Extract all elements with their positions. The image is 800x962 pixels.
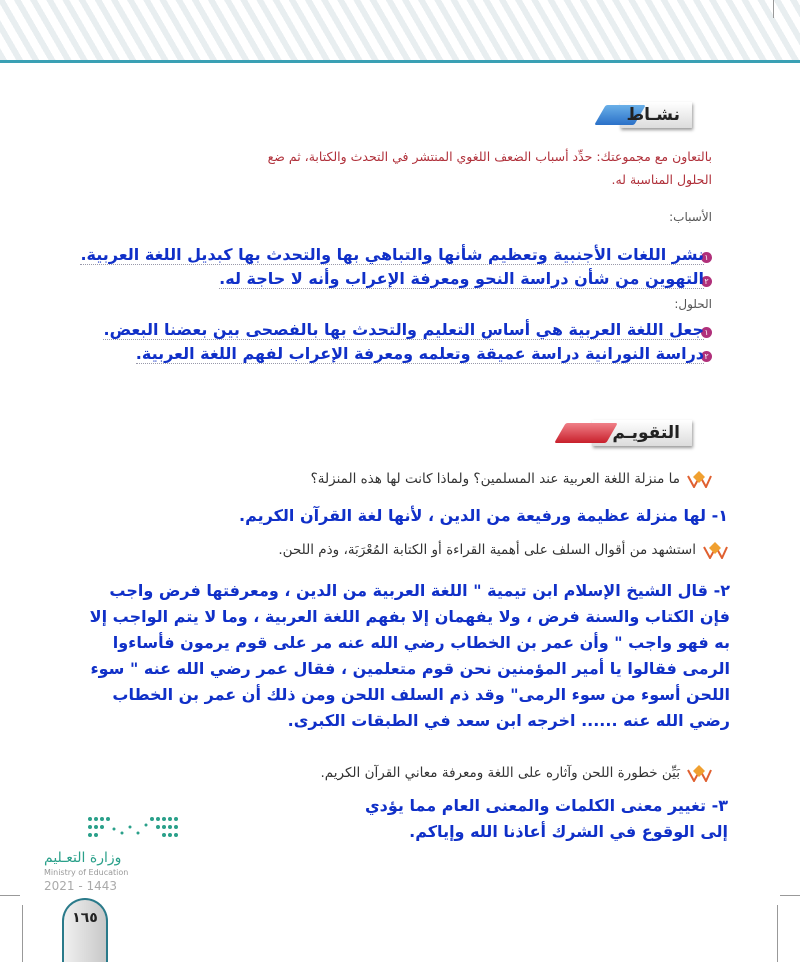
crop-mark xyxy=(22,905,23,962)
solution-1: جعل اللغة العربية هي أساس التعليم والتحدث بها بالفصحى بين بعضنا البعض. xyxy=(103,320,704,339)
bullet-2: ٢ xyxy=(701,276,712,287)
crop-mark xyxy=(773,0,774,18)
ministry-logo-icon xyxy=(86,815,180,841)
activity-tab: نشـاط xyxy=(620,102,692,128)
ministry-name-ar: وزارة التعـليم xyxy=(44,850,122,866)
answer-3: ٣- تغيير معنى الكلمات والمعنى العام مما يؤدي إلى الوقوع في الشرك أعاذنا الله وإياكم. xyxy=(365,796,728,841)
solution-2: دراسة النورانية دراسة عميقة وتعلمه ومعرفة الإعراب لفهم اللغة العربية. xyxy=(135,344,704,363)
crop-mark xyxy=(0,895,20,896)
page-number: ١٦٥ xyxy=(72,910,98,926)
activity-instruction: بالتعاون مع مجموعتك: حدِّد أسباب الضعف اللغوي المنتشر في التحدث والكتابة، ثم ضع الحلول المناسبة له. xyxy=(267,149,712,187)
question-2: استشهد من أقوال السلف على أهمية القراءة أو الكتابة المُعْرَبَة، وذم اللحن. xyxy=(278,541,728,559)
question-number-icon xyxy=(702,541,728,559)
header-pattern xyxy=(0,0,800,60)
crop-mark xyxy=(780,895,800,896)
bullet-1: ١ xyxy=(701,252,712,263)
edition-year: 2021 - 1443 xyxy=(44,879,118,893)
ministry-name-en: Ministry of Education xyxy=(44,868,129,877)
crop-mark xyxy=(777,905,778,962)
question-number-icon xyxy=(686,764,712,782)
header-divider xyxy=(0,60,800,63)
bullet-1: ١ xyxy=(701,327,712,338)
solutions-label: الحلول: xyxy=(674,297,712,311)
question-number-icon xyxy=(686,470,712,488)
cause-2: التهوين من شأن دراسة النحو ومعرفة الإعراب وأنه لا حاجة له. xyxy=(219,269,704,288)
answer-1: ١- لها منزلة عظيمة ورفيعة من الدين ، لأنها لغة القرآن الكريم. xyxy=(239,506,728,525)
answer-2: ٢- قال الشيخ الإسلام ابن تيمية " اللغة العربية من الدين ، ومعرفتها فرض واجب فإن الكتاب والسنة فرض ، ولا يفهمان إلا بفهم اللغة العربية ، وما لا يتم الواجب إلا به فهو واجب " وأن عمر بن الخطاب رضي الله عنه مر على قوم يرمون فأساءوا الرمى فقالوا يا أمير المؤمنين نحن قوم متعلمين ، فقال عمر رضي الله عنه " سوء اللحن أسوء من سوء الرمى" وقد ذم السلف اللحن ومن ذلك أن عمر بن الخطاب رضي الله عنه ...... اخرجه ابن سعد في الطبقات الكبرى. xyxy=(89,581,730,730)
bullet-2: ٢ xyxy=(701,351,712,362)
cause-1: نشر اللغات الأجنبية وتعظيم شأنها والتباهي بها والتحدث بها كبديل اللغة العربية. xyxy=(80,245,704,264)
page-number-arch xyxy=(62,898,108,962)
question-1: ما منزلة اللغة العربية عند المسلمين؟ ولماذا كانت لها هذه المنزلة؟ xyxy=(311,470,712,488)
causes-label: الأسباب: xyxy=(669,210,712,224)
question-3: بَيِّن خطورة اللحن وآثاره على اللغة ومعرفة معاني القرآن الكريم. xyxy=(320,764,712,782)
evaluation-tab: التقويـم xyxy=(592,420,692,446)
